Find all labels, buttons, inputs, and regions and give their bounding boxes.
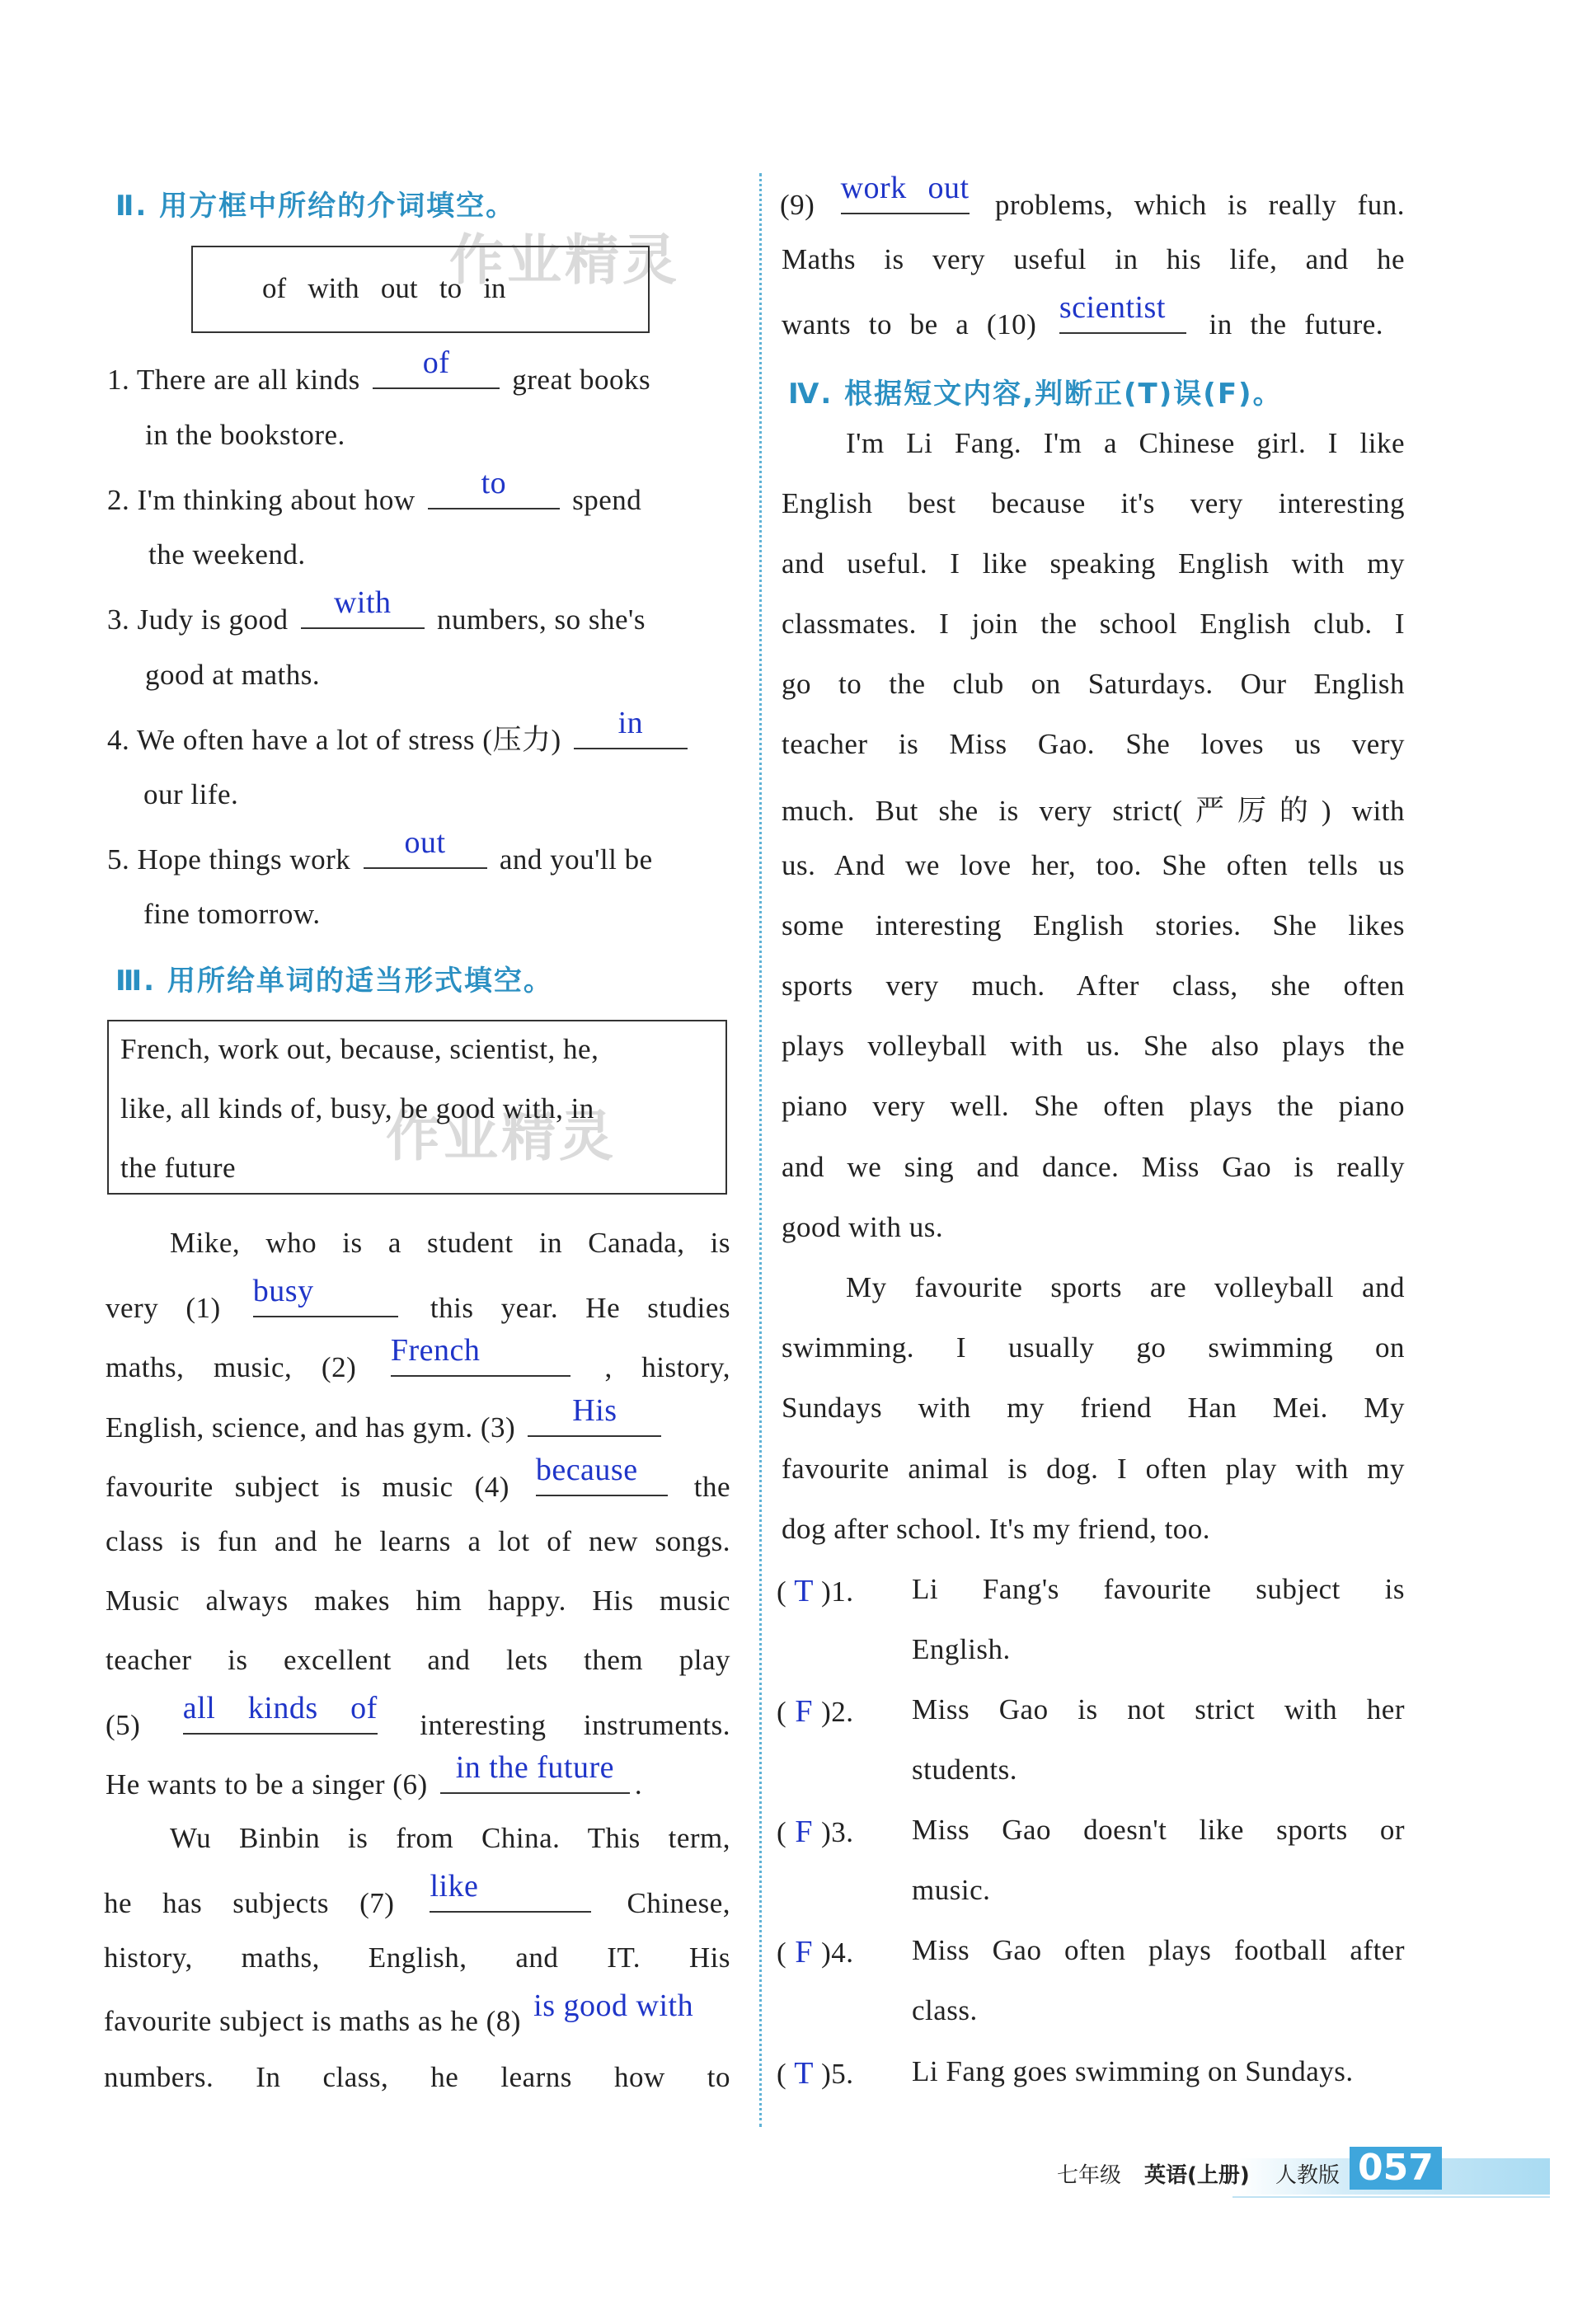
passage-line — [106, 1453, 731, 1504]
answer-blank — [1059, 290, 1186, 334]
reading-line: English best because it's very interesting — [782, 487, 1405, 519]
tf-item-text: Miss Gao often plays football after — [912, 1934, 1405, 1966]
question-2 — [107, 466, 734, 517]
passage-line — [782, 290, 1384, 341]
preposition-box-words: of with out to in — [262, 272, 506, 304]
section-3-heading: Ⅲ. 用所给单词的适当形式填空。 — [115, 965, 553, 998]
reading-line: I'm Li Fang. I'm a Chinese girl. I like — [846, 427, 1405, 459]
passage-text: favourite subject is maths as he (8) — [104, 2005, 521, 2037]
passage-line: Wu Binbin is from China. This term, — [170, 1822, 730, 1854]
answer-blank — [840, 171, 970, 214]
question-text: and you'll be — [499, 843, 653, 876]
passage-line — [106, 1333, 731, 1384]
paren-open: ( — [777, 2058, 787, 2090]
paren-open: ( — [777, 1696, 787, 1728]
reading-line: swimming. I usually go swimming on — [782, 1331, 1405, 1364]
passage-text: interesting instruments. — [420, 1709, 730, 1741]
section-2-heading: Ⅱ. 用方框中所给的介词填空。 — [115, 190, 516, 223]
answer-blank — [373, 345, 500, 389]
passage-line — [106, 1393, 730, 1444]
tf-answer: T — [794, 2056, 815, 2091]
answer-text: is good with — [533, 1988, 694, 2023]
question-4 — [107, 706, 734, 758]
reading-line: favourite animal is dog. I often play with my — [782, 1453, 1405, 1485]
item-number: )3. — [821, 1816, 854, 1848]
answer-blank — [428, 466, 560, 509]
footer-grade: 七年级 — [1057, 2163, 1122, 2188]
question-text: great books — [512, 364, 651, 396]
word-bank-box — [107, 1020, 727, 1195]
passage-text: , history, — [604, 1351, 731, 1383]
item-number: )5. — [821, 2058, 854, 2090]
question-text: numbers, so she's — [436, 603, 646, 636]
passage-text: this year. He studies — [430, 1292, 730, 1324]
paren-open: ( — [777, 1937, 787, 1969]
reading-line: much. But she is very strict(严厉的) with — [782, 795, 1405, 827]
tf-answer: F — [795, 1815, 813, 1849]
tf-item-text: music. — [912, 1874, 991, 1906]
tf-item-text: students. — [912, 1754, 1017, 1786]
question-text: I'm thinking about how — [137, 484, 416, 516]
answer-text: in — [617, 706, 644, 740]
question-text: There are all kinds — [136, 364, 360, 396]
question-2-line-2: the weekend. — [148, 538, 306, 570]
passage-text: wants to be a (10) — [782, 308, 1037, 340]
question-text: We often have a lot of stress (压力) — [136, 724, 561, 756]
passage-text: Chinese, — [627, 1887, 730, 1919]
answer-blank — [535, 1453, 668, 1496]
word-bank-line: French, work out, because, scientist, he, — [120, 1033, 599, 1065]
passage-line: Mike, who is a student in Canada, is — [170, 1227, 730, 1259]
footer-edition: 人教版 — [1275, 2163, 1340, 2188]
answer-blank — [528, 1393, 661, 1437]
reading-line: sports very much. After class, she often — [782, 970, 1405, 1002]
tf-answer: F — [795, 1935, 813, 1970]
answer-text: in the future — [455, 1750, 614, 1785]
question-number: 5. — [107, 843, 130, 876]
answer-text: all kinds of — [182, 1691, 378, 1725]
answer-text: out — [404, 825, 446, 860]
question-4-line-2: our life. — [143, 778, 239, 810]
answer-blank — [390, 1333, 570, 1377]
reading-line: Sundays with my friend Han Mei. My — [782, 1392, 1405, 1424]
question-1-line-2: in the bookstore. — [145, 419, 345, 451]
passage-line — [104, 1869, 730, 1920]
passage-line: class is fun and he learns a lot of new songs. — [106, 1525, 730, 1557]
answer-blank — [430, 1869, 591, 1913]
footer-rule — [1233, 2196, 1550, 2198]
reading-line: classmates. I join the school English club. I — [782, 608, 1405, 640]
passage-line: Maths is very useful in his life, and he — [782, 243, 1405, 275]
watermark: 作业精灵 — [449, 228, 680, 292]
passage-line: numbers. In class, he learns how to — [104, 2061, 730, 2093]
passage-line: Music always makes him happy. His music — [106, 1585, 730, 1617]
answer-text: because — [535, 1453, 638, 1487]
question-text: Judy is good — [137, 603, 289, 636]
answer-blank — [440, 1750, 630, 1794]
section-4-heading: Ⅳ. 根据短文内容,判断正(T)误(F)。 — [788, 378, 1283, 411]
passage-line: teacher is excellent and lets them play — [106, 1644, 730, 1676]
passage-line: history, maths, English, and IT. His — [104, 1941, 730, 1974]
word-bank-line: the future — [120, 1152, 237, 1184]
reading-line: go to the club on Saturdays. Our English — [782, 668, 1405, 700]
watermark: 作业精灵 — [386, 1105, 617, 1168]
passage-text: in the future. — [1209, 308, 1384, 340]
question-1 — [107, 345, 734, 397]
passage-line — [104, 1988, 700, 2038]
tf-item-text: English. — [912, 1633, 1011, 1665]
question-number: 2. — [107, 484, 130, 516]
answer-text: busy — [252, 1274, 314, 1308]
reading-line: plays volleyball with us. She also plays the — [782, 1030, 1405, 1062]
passage-line — [106, 1274, 730, 1325]
reading-line: dog after school. It's my friend, too. — [782, 1513, 1211, 1545]
answer-blank — [182, 1691, 378, 1735]
paren-open: ( — [777, 1816, 787, 1848]
passage-text: (9) — [780, 189, 815, 221]
passage-text: English, science, and has gym. (3) — [106, 1411, 516, 1444]
answer-text: French — [390, 1333, 481, 1368]
answer-text: His — [572, 1393, 617, 1428]
column-divider — [759, 173, 762, 2127]
answer-blank — [364, 825, 487, 869]
question-number: 3. — [107, 603, 130, 636]
tf-item-text: Miss Gao is not strict with her — [912, 1693, 1405, 1725]
answer-text: scientist — [1059, 290, 1166, 325]
reading-line: us. And we love her, too. She often tells us — [782, 849, 1405, 881]
answer-blank — [574, 706, 688, 749]
question-number: 4. — [107, 724, 130, 756]
passage-text: maths, music, (2) — [106, 1351, 357, 1383]
question-text: spend — [572, 484, 642, 516]
passage-text: (5) — [106, 1709, 141, 1741]
passage-text: He wants to be a singer (6) — [106, 1768, 428, 1801]
passage-text: favourite subject is music (4) — [106, 1471, 509, 1503]
reading-line: teacher is Miss Gao. She loves us very — [782, 728, 1405, 760]
word-bank-line: like, all kinds of, busy, be good with, in — [120, 1092, 594, 1124]
answer-blank — [301, 585, 425, 629]
item-number: )2. — [821, 1696, 854, 1728]
answer-text: like — [430, 1869, 479, 1904]
question-number: 1. — [107, 364, 130, 396]
tf-item-text: Li Fang's favourite subject is — [912, 1573, 1405, 1605]
question-5-line-2: fine tomorrow. — [143, 898, 321, 930]
reading-line: good with us. — [782, 1211, 944, 1243]
answer-blank — [252, 1274, 398, 1317]
answer-text: work out — [840, 171, 970, 205]
reading-line: and useful. I like speaking English with my — [782, 547, 1405, 580]
reading-line: some interesting English stories. She likes — [782, 909, 1405, 941]
question-3-line-2: good at maths. — [145, 659, 321, 691]
answer-blank — [533, 1988, 695, 2031]
tf-item-text: class. — [912, 1994, 978, 2026]
footer-subject: 英语(上册) — [1144, 2163, 1250, 2188]
question-text: Hope things work — [137, 843, 351, 876]
tf-item-text: Miss Gao doesn't like sports or — [912, 1814, 1405, 1846]
reading-line: and we sing and dance. Miss Gao is really — [782, 1151, 1405, 1183]
passage-text: . — [634, 1768, 643, 1801]
answer-text: of — [422, 345, 450, 380]
preposition-box — [191, 246, 650, 333]
answer-text: with — [333, 585, 392, 620]
paren-open: ( — [777, 1575, 787, 1608]
passage-text: problems, which is really fun. — [994, 189, 1406, 221]
passage-line — [106, 1691, 730, 1742]
passage-text: the — [693, 1471, 731, 1503]
reading-line: piano very well. She often plays the piano — [782, 1090, 1405, 1122]
item-number: )4. — [821, 1937, 854, 1969]
tf-item-text: Li Fang goes swimming on Sundays. — [912, 2055, 1354, 2087]
reading-line: My favourite sports are volleyball and — [846, 1271, 1405, 1303]
answer-text: to — [481, 466, 507, 500]
question-3 — [107, 585, 734, 636]
passage-line — [106, 1750, 730, 1801]
passage-text: he has subjects (7) — [104, 1887, 395, 1919]
item-number: )1. — [821, 1575, 854, 1608]
passage-line — [780, 171, 1406, 222]
question-5 — [107, 825, 734, 876]
tf-answer: F — [795, 1694, 813, 1729]
passage-text: very (1) — [106, 1292, 221, 1324]
page-number: 057 — [1350, 2147, 1442, 2190]
tf-answer: T — [794, 1574, 815, 1608]
